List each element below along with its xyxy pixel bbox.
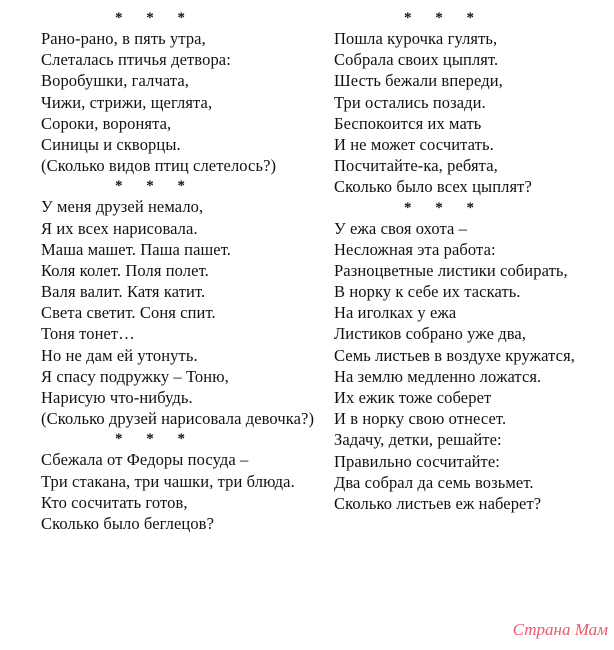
poem-line: Три стакана, три чашки, три блюда.	[41, 471, 295, 491]
poem-divider: * * *	[115, 10, 195, 26]
poem-line: Беспокоится их мать	[334, 113, 482, 133]
poem-divider: * * *	[404, 10, 484, 26]
poem-line: Сороки, воронята,	[41, 113, 172, 133]
poem-line: Коля колет. Поля полет.	[41, 260, 209, 280]
poem-line: Я спасу подружку – Тоню,	[41, 366, 229, 386]
poem-line: Три остались позади.	[334, 92, 486, 112]
poem-birds	[41, 28, 326, 176]
poem-dishes	[41, 449, 326, 534]
poem-question: (Сколько друзей нарисовала девочка?)	[41, 409, 315, 429]
poem-line: Синицы и скворцы.	[41, 134, 181, 154]
poem-line: Маша машет. Паша пашет.	[41, 239, 232, 259]
poem-friends	[41, 196, 326, 429]
poem-question: Сколько листьев еж наберет?	[334, 493, 542, 513]
poem-question: (Сколько видов птиц слетелось?)	[41, 156, 277, 176]
poem-line: Листиков собрано уже два,	[334, 324, 527, 344]
poem-line: Сбежала от Федоры посуда –	[41, 450, 249, 470]
poem-line: В норку к себе их таскать.	[334, 282, 521, 302]
poem-line: У меня друзей немало,	[41, 197, 204, 217]
poem-line: Валя валит. Катя катит.	[41, 282, 206, 302]
poem-line: На землю медленно ложатся.	[334, 366, 542, 386]
poem-line: Нарисую что-нибудь.	[41, 388, 193, 407]
poem-line: Шесть бежали впереди,	[334, 71, 503, 91]
poem-line: На иголках у ежа	[334, 303, 457, 323]
poem-line: Рано-рано, в пять утра,	[41, 29, 206, 48]
poem-divider: * * *	[404, 199, 484, 216]
poem-line: Собрала своих цыплят.	[334, 50, 499, 70]
poem-line: Несложная эта работа:	[334, 239, 496, 259]
site-watermark: Страна Мам	[512, 620, 608, 639]
right-column	[334, 8, 610, 514]
poem-line: Воробушки, галчата,	[41, 71, 189, 91]
poem-line: Посчитайте-ка, ребята,	[334, 156, 498, 176]
poem-line: Два собрал да семь возьмет.	[334, 472, 534, 492]
poem-line: Семь листьев в воздухе кружатся,	[334, 345, 576, 365]
poem-divider: * * *	[115, 178, 195, 195]
poem-line: Тоня тонет…	[41, 324, 135, 344]
poem-chicks	[334, 28, 610, 198]
poem-line: Сколько было беглецов?	[41, 513, 215, 533]
poem-line: Но не дам ей утонуть.	[41, 345, 198, 365]
poem-line: У ежа своя охота –	[334, 218, 468, 238]
poem-divider: * * *	[115, 431, 195, 448]
poem-line: Пошла курочка гулять,	[334, 29, 498, 48]
left-column	[41, 8, 326, 534]
poem-line: Их ежик тоже соберет	[334, 388, 492, 407]
poem-line: Я их всех нарисовала.	[41, 218, 198, 238]
poem-line: Слеталась птичья детвора:	[41, 50, 231, 70]
poem-line: Разноцветные листики собирать,	[334, 260, 568, 280]
poem-hedgehog	[334, 218, 610, 515]
poem-line: Задачу, детки, решайте:	[334, 430, 502, 450]
poem-line: Чижи, стрижи, щеглята,	[41, 92, 213, 112]
poem-line: Света светит. Соня спит.	[41, 303, 216, 323]
poem-line: И в норку свою отнесет.	[334, 409, 507, 429]
poem-line: Кто сосчитать готов,	[41, 492, 188, 512]
poem-question: Сколько было всех цыплят?	[334, 177, 532, 197]
poem-line: Правильно сосчитайте:	[334, 451, 500, 471]
poem-line: И не может сосчитать.	[334, 134, 494, 154]
